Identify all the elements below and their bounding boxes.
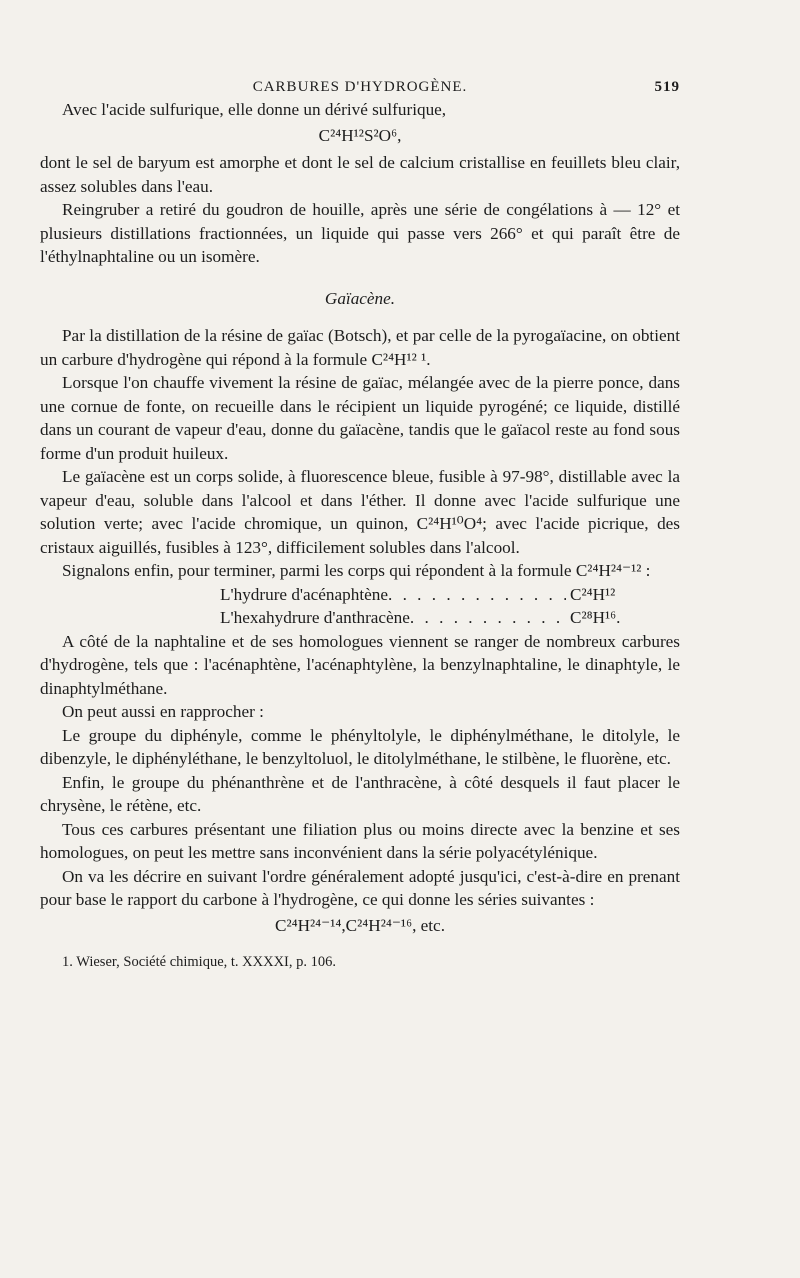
paragraph-heating: Lorsque l'on chauffe vivement la résine de gaïac, mélangée avec de la pierre ponce, dans une cornue de fonte, on recueille dans le récipient un liquide pyrogéné; ce liquide, distillé dans un courant de vapeur d'eau, donne du gaïacène, tandis que le gaïacol reste au fond sous forme d'un produit huileux. [40,373,680,463]
paragraph-salts: dont le sel de baryum est amorphe et dont le sel de calcium cristallise en feuillets bleu clair, assez solubles dans l'eau. [40,153,680,196]
paragraph-series: On va les décrire en suivant l'ordre généralement adopté jusqu'ici, c'est-à-dire en prenant pour base le rapport du carbone à l'hydrogène, ce qui donne les séries suivantes : [40,866,680,909]
formula-sulfuric-derivative: C²⁴H¹²S²O⁶, [318,125,402,145]
list-item-name: L'hexahydrure d'anthracène [220,608,410,627]
paragraph-sulfuric: Avec l'acide sulfurique, elle donne un dérivé sulfurique, [62,100,447,119]
page [40,70,680,975]
paragraph-reingruber: Reingruber a retiré du goudron de houille, après une série de congélations à — 12° et plusieurs distillations fractionnées, un liquide qui passe vers 266° et qui paraît être de l'éthylnaphtaline ou un isomère. [40,200,680,266]
page-number: 519 [654,79,680,95]
paragraph-phenanthrene: Enfin, le groupe du phénanthrène et de l'anthracène, à côté desquels il faut placer le chrysène, le rétène, etc. [40,772,680,815]
paragraph-naphtaline: A côté de la naphtaline et de ses homologues viennent se ranger de nombreux carbures d'hydrogène, tels que : l'acénaphtène, l'acénaphtylène, la benzylnaphtaline, le dinaphtyle, le dinaphtylméthane. [40,631,680,698]
list-item [220,583,640,607]
leader-dots [410,606,566,630]
paragraph-diphenyle: Le groupe du diphényle, comme le phényltolyle, le diphénylméthane, le ditolyle, le dibenzyle, le diphényléthane, le benzyltoluol, le ditolylméthane, le stilbène, le fluorène, etc. [40,725,680,768]
paragraph-properties: Le gaïacène est un corps solide, à fluorescence bleue, fusible à 97-98°, distillable avec la vapeur d'eau, soluble dans l'alcool et dans l'éther. Il donne avec l'acide sulfurique une solution verte; avec l'acide chromique, un quinon, C²⁴H¹⁰O⁴; avec l'acide picrique, des cristaux aiguillés, fusibles à 123°, difficilement solubles dans l'alcool. [40,467,680,557]
paragraph-filiation: Tous ces carbures présentant une filiation plus ou moins directe avec la benzine et ses homologues, on peut les mettre sans inconvénient dans la série polyacétylénique. [40,819,680,862]
list-item [220,606,640,630]
section-heading-gaiacene: Gaïacène. [324,288,396,308]
footnote: 1. Wieser, Société chimique, t. XXXXI, p. 106. [62,954,337,970]
list-item-formula: C²⁴H¹² [570,584,616,604]
running-title: CARBURES D'HYDROGÈNE. [252,79,468,95]
formula-series: C²⁴H²⁴⁻¹⁴,C²⁴H²⁴⁻¹⁶, etc. [275,915,445,935]
paragraph-rapprocher: On peut aussi en rapprocher : [62,702,264,721]
list-item-name: L'hydrure d'acénaphtène [220,584,388,604]
list-item-formula: C²⁸H¹⁶. [570,608,621,627]
paragraph-signalons: Signalons enfin, pour terminer, parmi les corps qui répondent à la formule C²⁴H²⁴⁻¹² : [62,561,651,580]
leader-dots [388,583,566,607]
running-head [40,70,680,98]
paragraph-distillation: Par la distillation de la résine de gaïac (Botsch), et par celle de la pyrogaïacine, on obtient un carbure d'hydrogène qui répond à la formule C²⁴H¹² ¹. [40,326,680,369]
